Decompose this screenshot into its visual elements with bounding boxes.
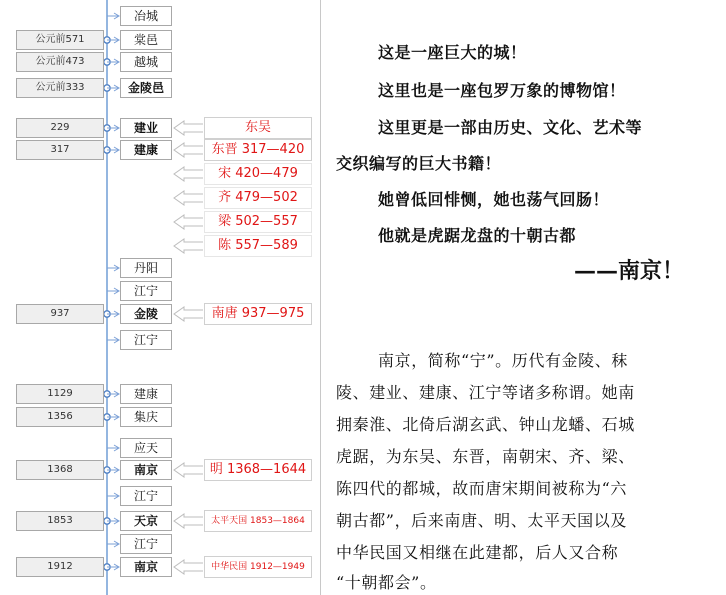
poem-line: 这是一座巨大的城！ <box>378 43 527 62</box>
city-name-box: 冶城 <box>120 6 172 26</box>
year-box: 1912 <box>16 557 104 577</box>
city-name-box: 南京 <box>120 460 172 480</box>
city-name-box: 江宁 <box>120 330 172 350</box>
city-name-box: 越城 <box>120 52 172 72</box>
dynasty-box: 南唐 937—975 <box>204 303 312 325</box>
dynasty-box: 东晋 317—420 <box>204 139 312 161</box>
city-name-box: 天京 <box>120 511 172 531</box>
dynasty-arrow <box>174 143 203 157</box>
year-box: 1129 <box>16 384 104 404</box>
city-name-box: 金陵 <box>120 304 172 324</box>
year-box: 公元前333 <box>16 78 104 98</box>
dynasty-box: 太平天国 1853—1864 <box>204 510 312 532</box>
poem-line: 她曾低回悱恻，她也荡气回肠！ <box>378 190 610 209</box>
dynasty-box: 东吴 <box>204 117 312 139</box>
dynasty-arrow <box>174 167 203 181</box>
dynasty-box: 梁 502—557 <box>204 211 312 233</box>
paragraph-line: “十朝都会”。 <box>336 573 437 592</box>
dynasty-arrow <box>174 514 203 528</box>
dynasty-box: 齐 479—502 <box>204 187 312 209</box>
year-box: 1356 <box>16 407 104 427</box>
city-name-box: 丹阳 <box>120 258 172 278</box>
poem-line: 这里也是一座包罗万象的博物馆！ <box>378 81 626 100</box>
city-name-box: 棠邑 <box>120 30 172 50</box>
paragraph-line: 中华民国又相继在此建都，后人又合称 <box>336 543 619 562</box>
paragraph-line: 陵、建业、建康、江宁等诸多称谓。她南 <box>336 383 635 402</box>
year-box: 1853 <box>16 511 104 531</box>
year-box: 229 <box>16 118 104 138</box>
year-box: 公元前473 <box>16 52 104 72</box>
poem-line: 这里更是一部由历史、文化、艺术等 <box>378 118 643 137</box>
paragraph-line: 南京，简称“宁”。历代有金陵、秣 <box>378 351 628 370</box>
dynasty-box: 宋 420—479 <box>204 163 312 185</box>
city-name-box: 建业 <box>120 118 172 138</box>
city-name-box: 江宁 <box>120 486 172 506</box>
dynasty-arrow <box>174 560 203 574</box>
dynasty-box: 中华民国 1912—1949 <box>204 556 312 578</box>
dynasty-arrow <box>174 307 203 321</box>
dynasty-arrow <box>174 463 203 477</box>
dynasty-box: 明 1368—1644 <box>204 459 312 481</box>
city-name-box: 应天 <box>120 438 172 458</box>
year-box: 317 <box>16 140 104 160</box>
timeline-panel <box>8 0 321 595</box>
city-name-box: 建康 <box>120 384 172 404</box>
paragraph-line: 陈四代的都城，故而唐宋期间被称为“六 <box>336 479 627 498</box>
dynasty-arrow <box>174 239 203 253</box>
dynasty-arrow <box>174 121 203 135</box>
poem-line: 他就是虎踞龙盘的十朝古都 <box>378 226 577 245</box>
dynasty-arrow <box>174 215 203 229</box>
city-name-box: 江宁 <box>120 534 172 554</box>
paragraph-line: 朝古都”，后来南唐、明、太平天国以及 <box>336 511 627 530</box>
city-name-box: 建康 <box>120 140 172 160</box>
dynasty-box: 陈 557—589 <box>204 235 312 257</box>
year-box: 937 <box>16 304 104 324</box>
city-name-box: 江宁 <box>120 281 172 301</box>
city-name-box: 南京 <box>120 557 172 577</box>
dynasty-arrow <box>174 191 203 205</box>
text-panel <box>334 0 726 595</box>
paragraph-line: 拥秦淮、北倚后湖玄武、钟山龙蟠、石城 <box>336 415 635 434</box>
city-name-box: 集庆 <box>120 407 172 427</box>
poem-line: 交织编写的巨大书籍！ <box>336 154 502 173</box>
year-box: 1368 <box>16 460 104 480</box>
year-box: 公元前571 <box>16 30 104 50</box>
poem-signature: ——南京！ <box>574 258 685 284</box>
paragraph-line: 虎踞，为东吴、东晋，南朝宋、齐、梁、 <box>336 447 635 466</box>
city-name-box: 金陵邑 <box>120 78 172 98</box>
